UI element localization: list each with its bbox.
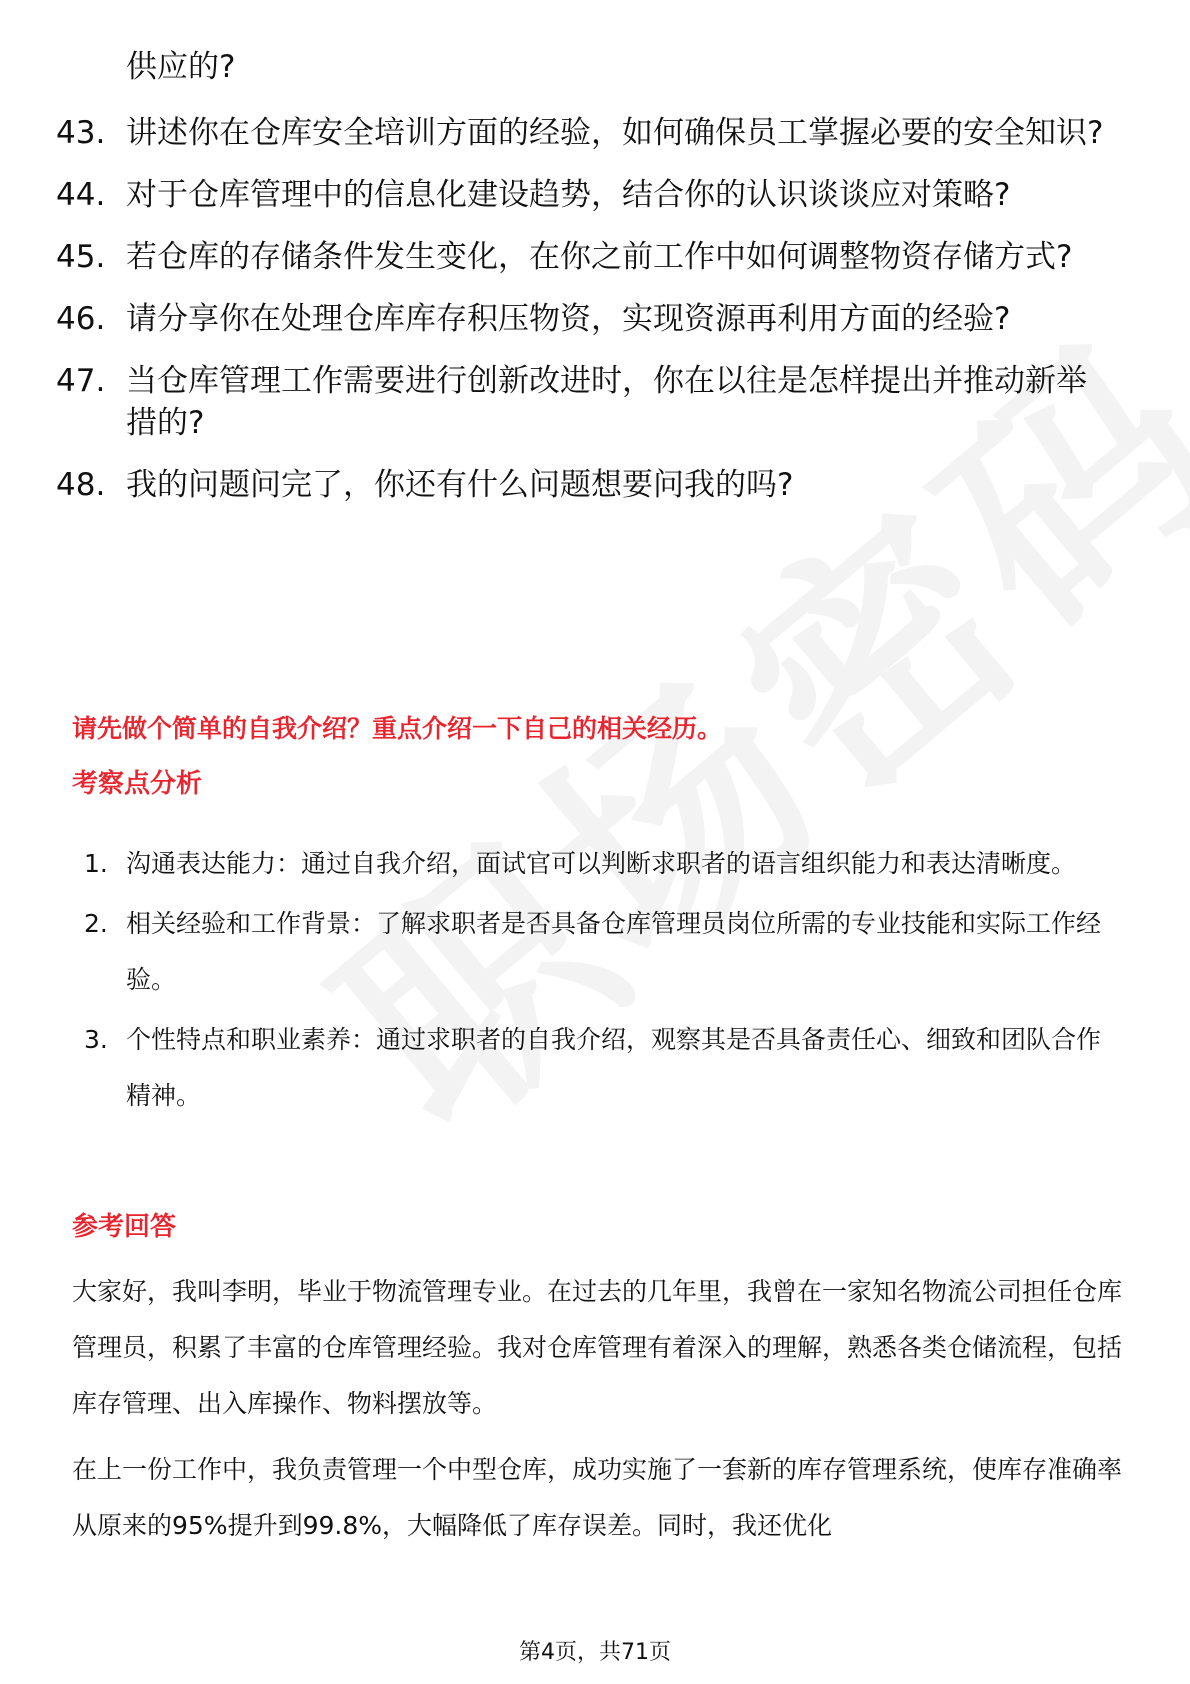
- answer-paragraph: 在上一份工作中，我负责管理一个中型仓库，成功实施了一套新的库存管理系统，使库存准确率从原来的95%提升到99.8%，大幅降低了库存误差。同时，我还优化: [72, 1455, 1123, 1540]
- question-continuation: 供应的?: [126, 49, 236, 85]
- question-text: 当仓库管理工作需要进行创新改进时，你在以往是怎样提出并推动新举措的?: [126, 363, 1087, 441]
- answer-heading: 参考回答: [72, 1212, 177, 1242]
- analysis-number: 3.: [84, 1025, 108, 1054]
- question-text: 我的问题问完了，你还有什么问题想要问我的吗?: [126, 467, 794, 503]
- question-item: [56, 174, 1116, 216]
- page-footer: 第4页，共71页: [519, 1640, 671, 1665]
- question-text: 对于仓库管理中的信息化建设趋势，结合你的认识谈谈应对策略?: [126, 177, 1011, 213]
- question-number: 47.: [56, 363, 106, 399]
- question-item: [56, 298, 1116, 340]
- answer-paragraph: 大家好，我叫李明，毕业于物流管理专业。在过去的几年里，我曾在一家知名物流公司担任仓库管理员，积累了丰富的仓库管理经验。我对仓库管理有着深入的理解，熟悉各类仓储流程，包括库存管理、出入库操作、物料摆放等。: [72, 1277, 1123, 1418]
- question-text: 若仓库的存储条件发生变化，在你之前工作中如何调整物资存储方式?: [126, 239, 1073, 275]
- question-text: 讲述你在仓库安全培训方面的经验，如何确保员工掌握必要的安全知识?: [126, 115, 1104, 151]
- analysis-item: [84, 836, 1124, 892]
- question-item: [56, 236, 1116, 278]
- question-item: [56, 112, 1116, 154]
- question-text: 请分享你在处理仓库库存积压物资，实现资源再利用方面的经验?: [126, 301, 1011, 337]
- analysis-number: 1.: [84, 849, 108, 878]
- question-number: 46.: [56, 301, 106, 337]
- analysis-number: 2.: [84, 909, 108, 938]
- section-question-title: 请先做个简单的自我介绍？重点介绍一下自己的相关经历。: [72, 714, 723, 743]
- question-item: [56, 464, 1116, 506]
- analysis-item: [84, 1012, 1124, 1124]
- analysis-heading: 考察点分析: [72, 769, 203, 799]
- question-number: 44.: [56, 177, 106, 213]
- analysis-text: 沟通表达能力：通过自我介绍，面试官可以判断求职者的语言组织能力和表达清晰度。: [126, 849, 1077, 878]
- question-number: 43.: [56, 115, 106, 151]
- question-number: 45.: [56, 239, 106, 275]
- analysis-text: 相关经验和工作背景：了解求职者是否具备仓库管理员岗位所需的专业技能和实际工作经验。: [126, 909, 1102, 994]
- question-number: 48.: [56, 467, 106, 503]
- analysis-list: [84, 836, 1124, 1128]
- analysis-item: [84, 896, 1124, 1008]
- question-item: [56, 360, 1116, 444]
- analysis-text: 个性特点和职业素养：通过求职者的自我介绍，观察其是否具备责任心、细致和团队合作精神。: [126, 1025, 1102, 1110]
- question-list: [56, 112, 1116, 526]
